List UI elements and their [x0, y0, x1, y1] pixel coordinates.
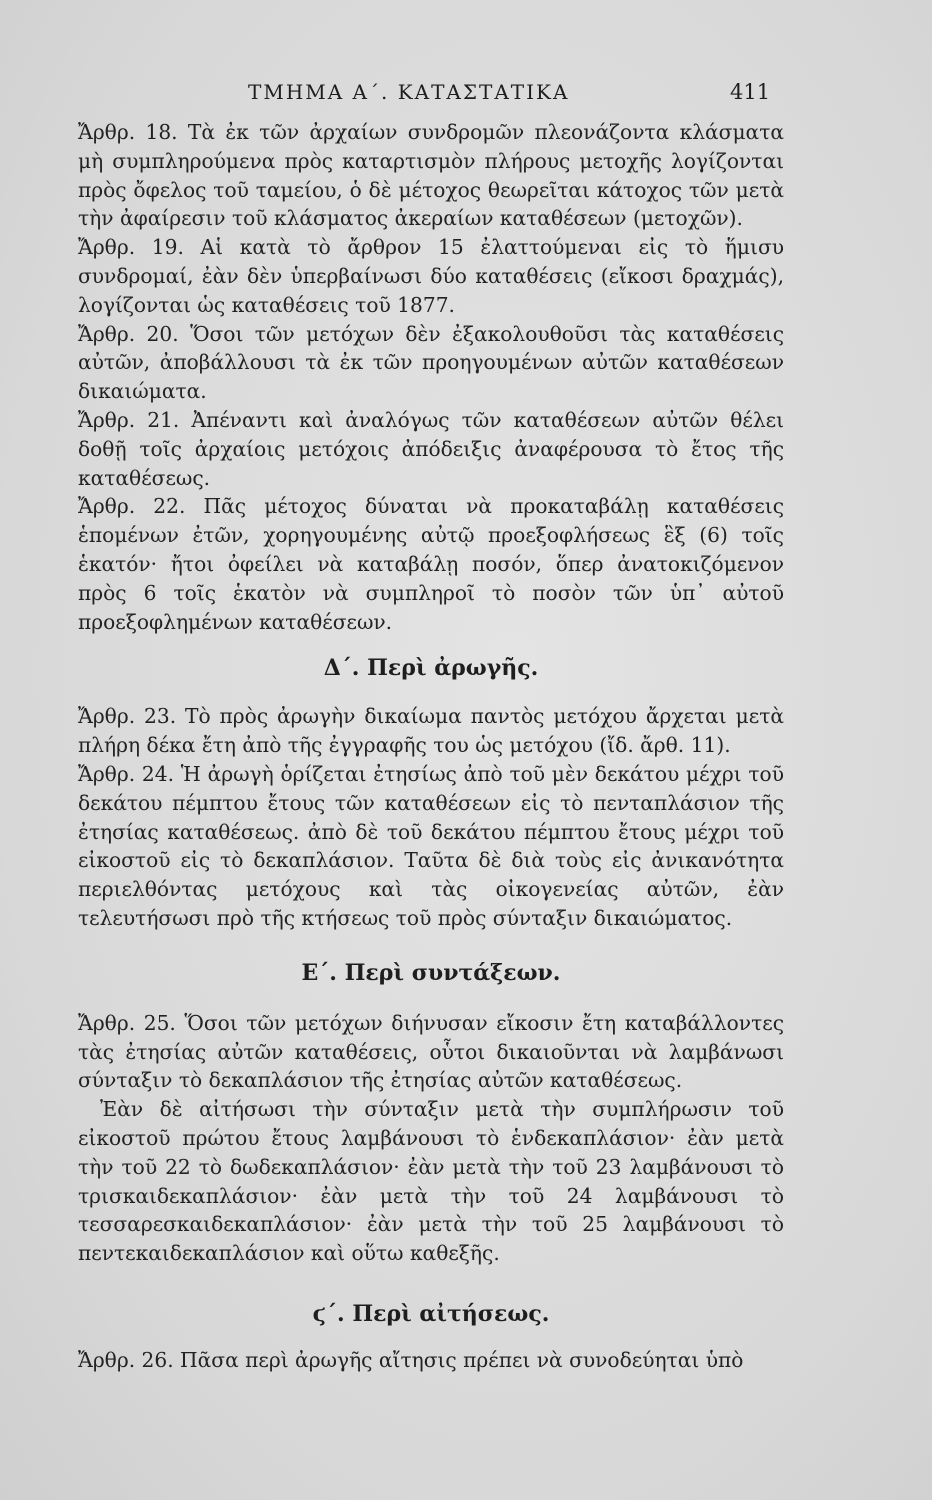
section-heading-stigma: ϛ΄. Περὶ αἰτήσεως. — [312, 1300, 550, 1327]
article-24: Ἄρθρ. 24. Ἡ ἀρωγὴ ὁρίζεται ἐτησίως ἀπὸ τοῦ μὲν δεκάτου μέχρι τοῦ δεκάτου πέμπτου ἔτους τῶν καταθέσεων εἰς τὸ πενταπλάσιον τῆς ἐτησίας καταθέσεως. ἀπὸ δὲ τοῦ δεκάτου πέμπτου ἔτους μέχρι τοῦ εἰκοστοῦ εἰς τὸ δεκαπλάσιον. Ταῦτα δὲ διὰ τοὺς εἰς ἀνικανότητα περιελθόντας μετόχους καὶ τὰς οἰκογενείας αὐτῶν, ἐὰν τελευτήσωσι πρὸ τῆς κτήσεως τοῦ πρὸς σύνταξιν δικαιώματος. — [78, 761, 784, 930]
section-heading-epsilon: Ε΄. Περὶ συντάξεων. — [301, 959, 561, 986]
article-20: Ἄρθρ. 20. Ὅσοι τῶν μετόχων δὲν ἐξακολουθοῦσι τὰς καταθέσεις αὐτῶν, ἀποβάλλουσι τὰ ἐκ τῶν προηγουμένων αὐτῶν καταθέσεων δικαιώματα. — [78, 321, 784, 404]
page-number: 411 — [730, 80, 771, 104]
article-26: Ἄρθρ. 26. Πᾶσα περὶ ἀρωγῆς αἴτησις πρέπει νὰ συνοδεύηται ὑπὸ — [78, 1347, 744, 1372]
article-23: Ἄρθρ. 23. Τὸ πρὸς ἀρωγὴν δικαίωμα παντὸς μετόχου ἄρχεται μετὰ πλήρη δέκα ἔτη ἀπὸ τῆς ἐγγραφῆς του ὡς μετόχου (ἴδ. ἄρθ. 11). — [78, 704, 784, 758]
article-25-continuation: Ἐὰν δὲ αἰτήσωσι τὴν σύνταξιν μετὰ τὴν συμπλήρωσιν τοῦ εἰκοστοῦ πρώτου ἔτους λαμβάνουσι τὸ ἑνδεκαπλάσιον· ἐὰν μετὰ τὴν τοῦ 22 τὸ δωδεκαπλάσιον· ἐὰν μετὰ τὴν τοῦ 23 λαμβάνουσι τὸ τρισκαιδεκαπλάσιον· ἐὰν μετὰ τὴν τοῦ 24 λαμβάνουσι τὸ τεσσαρεσκαιδεκαπλάσιον· ἐὰν μετὰ τὴν τοῦ 25 λαμβάνουσι τὸ πεντεκαιδεκαπλάσιον καὶ οὕτω καθεξῆς. — [78, 1097, 784, 1266]
section-heading-delta: Δ΄. Περὶ ἀρωγῆς. — [323, 655, 539, 682]
running-head-title: ΤΜΗΜΑ Α΄. ΚΑΤΑΣΤΑΤΙΚΑ — [248, 80, 570, 104]
page-body — [78, 118, 784, 1375]
article-21: Ἄρθρ. 21. Ἀπέναντι καὶ ἀναλόγως τῶν καταθέσεων αὐτῶν θέλει δοθῇ τοῖς ἀρχαίοις μετόχοις ἀπόδειξις ἀναφέρουσα τὸ ἔτος τῆς καταθέσεως. — [78, 407, 784, 490]
article-19: Ἄρθρ. 19. Αἱ κατὰ τὸ ἄρθρον 15 ἐλαττούμεναι εἰς τὸ ἥμισυ συνδρομαί, ἐὰν δὲν ὑπερβαίνωσι δύο καταθέσεις (εἴκοσι δραχμάς), λογίζονται ὡς καταθέσεις τοῦ 1877. — [78, 235, 784, 317]
article-25: Ἄρθρ. 25. Ὅσοι τῶν μετόχων διήνυσαν εἴκοσιν ἔτη καταβάλλοντες τὰς ἐτησίας αὐτῶν καταθέσεις, οὗτοι δικαιοῦνται νὰ λαμβάνωσι σύνταξιν τὸ δεκαπλάσιον τῆς ἐτησίας αὐτῶν καταθέσεως. — [78, 1010, 784, 1093]
article-22: Ἄρθρ. 22. Πᾶς μέτοχος δύναται νὰ προκαταβάλῃ καταθέσεις ἑπομένων ἐτῶν, χορηγουμένης αὐτῷ προεξοφλήσεως ἓξ (6) τοῖς ἑκατόν· ἤτοι ὀφείλει νὰ καταβάλῃ ποσόν, ὅπερ ἀνατοκιζόμενον πρὸς 6 τοῖς ἑκατὸν νὰ συμπληροῖ τὸ ποσὸν τῶν ὑπ᾽ αὐτοῦ προεξοφλημένων καταθέσεων. — [78, 494, 784, 634]
article-18: Ἄρθρ. 18. Τὰ ἐκ τῶν ἀρχαίων συνδρομῶν πλεονάζοντα κλάσματα μὴ συμπληρούμενα πρὸς καταρτισμὸν πλήρους μετοχῆς λογίζονται πρὸς ὄφελος τοῦ ταμείου, ὁ δὲ μέτοχος θεωρεῖται κάτοχος τῶν μετὰ τὴν ἀφαίρεσιν τοῦ κλάσματος ἀκεραίων καταθέσεων (μετοχῶν). — [78, 120, 784, 231]
running-head — [0, 80, 932, 110]
